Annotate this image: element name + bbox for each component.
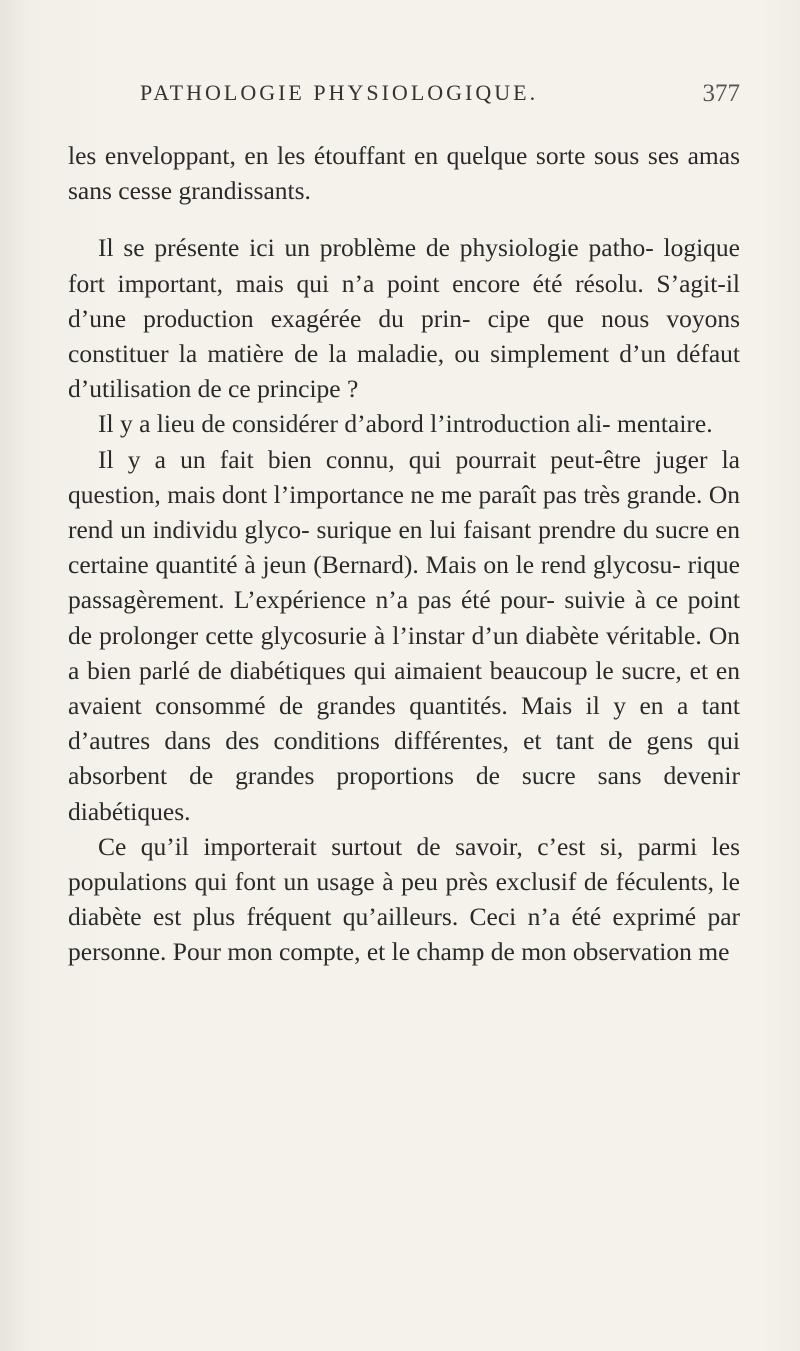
paragraph-spacer <box>68 208 740 230</box>
running-head: PATHOLOGIE PHYSIOLOGIQUE. <box>140 80 539 105</box>
body-text <box>68 138 740 970</box>
paragraph: Ce qu’il importerait surtout de savoir, c’est si, parmi les populations qui font un usage à peu près exclusif de féculents, le diabète est plus fréquent qu’ailleurs. Ceci n’a été exprimé par personne. Pour mon compte, et le champ de mon observation me <box>68 831 740 967</box>
paragraph: Il y a un fait bien connu, qui pourrait peut-être juger la question, mais dont l’importance ne me paraît pas très grande. On rend un individu glyco- surique en lui faisant prendre du sucre en certaine quantité à jeun (Bernard). Mais on le rend glycosu- rique passagèrement. L’expérience n’a pas été pour- suivie à ce point de prolonger cette glycosurie à l’instar d’un diabète véritable. On a bien parlé de diabétiques qui aimaient beaucoup le sucre, et en avaient consommé de grandes quantités. Mais il y en a tant d’autres dans des conditions différentes, et tant de gens qui absorbent de grandes proportions de sucre sans devenir diabétiques. <box>68 444 740 826</box>
paragraph-continuation: les enveloppant, en les étouffant en quelque sorte sous ses amas sans cesse grandissants. <box>68 141 740 206</box>
paragraph: Il se présente ici un problème de physiologie patho- logique fort important, mais qui n’a point encore été résolu. S’agit-il d’une production exagérée du prin- cipe que nous voyons constituer la matière de la maladie, ou simplement d’un défaut d’utilisation de ce principe ? <box>68 233 740 404</box>
paragraph: Il y a lieu de considérer d’abord l’introduction ali- mentaire. <box>98 409 713 439</box>
page-header <box>140 80 740 120</box>
page-number: 377 <box>702 80 740 107</box>
